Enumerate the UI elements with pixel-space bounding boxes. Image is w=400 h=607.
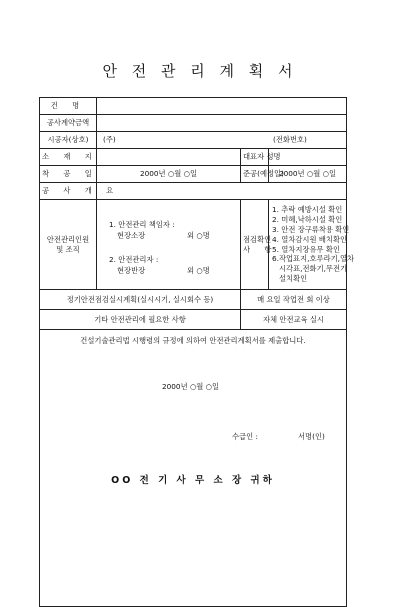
other-matters-value[interactable]: 자체 안전교육 실시 bbox=[241, 310, 347, 330]
org-item: 외 ○명 bbox=[187, 266, 210, 275]
start-date-label: 착 공 일 bbox=[40, 166, 97, 183]
inspection-item: 3. 안전 장구류착용 확인 bbox=[272, 224, 350, 234]
org-item: 1. 안전관리 책임자 : bbox=[109, 220, 175, 229]
inspection-item: 시각표,전화기,무전기 bbox=[279, 264, 348, 274]
representative-label: 대표자 성명 bbox=[241, 149, 269, 166]
inspection-items bbox=[269, 200, 355, 290]
phone-label: (전화번호) bbox=[273, 135, 307, 144]
signature-label[interactable]: 서명(인) bbox=[298, 432, 325, 441]
org-item: 외 ○명 bbox=[187, 231, 210, 240]
periodic-inspection-label: 정기안전점검실시계획(실시시기, 실시회수 등) bbox=[40, 290, 241, 310]
addressee: OO 전 기 사 무 소 장 귀하 bbox=[111, 475, 275, 486]
submission-section bbox=[40, 330, 347, 607]
contractor-field[interactable] bbox=[97, 132, 347, 149]
submission-statement: 건설기술관리법 시행령의 규정에 의하여 안전관리계획서를 제출합니다. bbox=[80, 336, 306, 345]
org-label-line-1: 안전관리인원 bbox=[46, 234, 90, 244]
safety-plan-table bbox=[39, 97, 355, 607]
contract-amount-label: 공사계약금액 bbox=[40, 115, 97, 132]
overview-field[interactable] bbox=[97, 183, 347, 200]
org-label bbox=[40, 200, 97, 290]
org-details[interactable] bbox=[97, 200, 241, 290]
project-name-field[interactable] bbox=[97, 98, 347, 115]
inspection-item: 1. 추락 예방시설 확인 bbox=[272, 205, 343, 215]
inspection-label-line-1: 점검확인 bbox=[243, 234, 272, 244]
start-date-value[interactable]: 2000년 ○월 ○일 bbox=[97, 166, 241, 183]
overview-label: 공 사 개 요 bbox=[40, 183, 97, 200]
inspection-label bbox=[241, 200, 278, 290]
inspection-item: 4. 열차감시원 배치확인 bbox=[272, 234, 348, 244]
org-item: 2. 안전관리자 : bbox=[109, 255, 159, 264]
inspection-item: 설치확인 bbox=[279, 274, 308, 284]
address-label: 소 재 지 bbox=[40, 149, 97, 166]
contract-amount-field[interactable] bbox=[97, 115, 347, 132]
document-title: 안 전 관 리 계 획 서 bbox=[102, 62, 298, 80]
org-label-line-2: 및 조직 bbox=[56, 244, 80, 254]
inspection-label-line-2: 사 항 bbox=[243, 244, 278, 254]
address-field[interactable] bbox=[97, 149, 241, 166]
end-date-value[interactable]: 2000년 ○월 ○일 bbox=[269, 166, 347, 183]
other-matters-label: 기타 안전관리에 필요한 사항 bbox=[40, 310, 241, 330]
end-date-label: 준공(예정일) bbox=[241, 166, 269, 183]
contractor-label: 시공자(상호) bbox=[40, 132, 97, 149]
contractor-value: (주) bbox=[103, 135, 116, 144]
project-name-label: 건 명 bbox=[40, 98, 97, 115]
org-item: 현장반장 bbox=[117, 266, 146, 275]
inspection-item: 5. 열차지장유무 확인 bbox=[272, 244, 340, 254]
submission-date[interactable]: 2000년 ○월 ○일 bbox=[162, 382, 220, 391]
inspection-item: 6.작업표지,호루라기,열차 bbox=[272, 254, 355, 264]
periodic-inspection-value[interactable]: 매 요일 작업전 회 이상 bbox=[241, 290, 347, 310]
submitter-label: 수급인 : bbox=[232, 432, 258, 441]
inspection-item: 2. 미혜,낙하시설 확인 bbox=[272, 214, 343, 224]
org-item: 현장소장 bbox=[117, 231, 146, 240]
